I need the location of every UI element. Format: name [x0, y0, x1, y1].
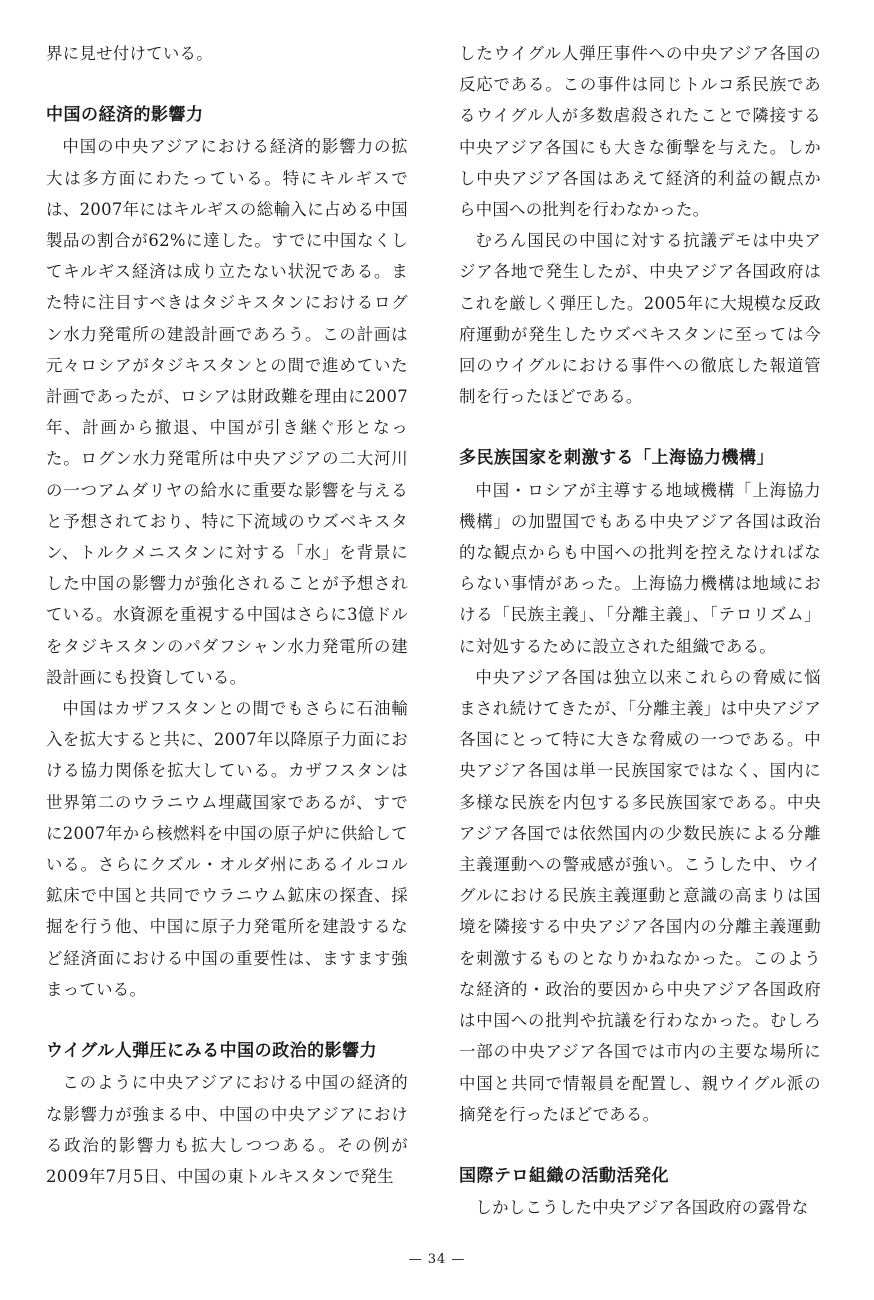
section-heading-economic-influence: 中国の経済的影響力	[46, 105, 204, 126]
section-heading-uyghur-political-influence: ウイグル人弾圧にみる中国の政治的影響力	[46, 1041, 378, 1062]
page-number: — 34 —	[408, 1252, 466, 1267]
left-column	[46, 38, 408, 1192]
paragraph-continuation: 界に見せ付けている。	[46, 44, 213, 63]
paragraph-continuation: したウイグル人弾圧事件への中央アジア各国の反応である。この事件は同じトルコ系民族であるウイグル人が多数虐殺されたことで隣接する中央アジア各国にも大きな衝撃を与えた。しかし中央アジア各国はあえて経済的利益の観点から中国への批判を行わなかった。	[459, 44, 821, 220]
paragraph: 中央アジア各国は独立以来これらの脅威に悩まされ続けてきたが、「分離主義」は中央アジア各国にとって特に大きな脅威の一つである。中央アジア各国は単一民族国家ではなく、国内に多様な民族を内包する多民族国家である。中央アジア各国では依然国内の少数民族による分離主義運動への警戒感が強い。こうした中、ウイグルにおける民族主義運動と意識の高まりは国境を隣接する中央アジア各国内の分離主義運動を刺激するものとなりかねなかった。このような経済的・政治的要因から中央アジア各国政府は中国への批判や抗議を行わなかった。むしろ一部の中央アジア各国では市内の主要な場所に中国と共同で情報員を配置し、親ウイグル派の摘発を行ったほどである。	[459, 667, 821, 1124]
paragraph: 中国の中央アジアにおける経済的影響力の拡大は多方面にわたっている。特にキルギスでは、2007年にはキルギスの総輸入に占める中国製品の割合が62%に達した。すでに中国なくしてキルギス経済は成り立たない状況である。また特に注目すべきはタジキスタンにおけるログン水力発電所の建設計画であろう。この計画は元々ロシアがタジキスタンとの間で進めていた計画であったが、ロシアは財政難を理由に2007年、計画から撤退、中国が引き継ぐ形となった。ログン水力発電所は中央アジアの二大河川の一つアムダリヤの給水に重要な影響を与えると予想されており、特に下流域のウズベキスタン、トルクメニスタンに対する「水」を背景にした中国の影響力が強化されることが予想されている。水資源を重視する中国はさらに3億ドルをタジキスタンのパダフシャン水力発電所の建設計画にも投資している。	[46, 137, 408, 687]
right-column	[459, 38, 821, 1223]
paragraph: しかしこうした中央アジア各国政府の露骨な	[475, 1198, 809, 1218]
paragraph: 中国はカザフスタンとの間でもさらに石油輸入を拡大すると共に、2007年以降原子力面における協力関係を拡大している。カザフスタンは世界第二のウラニウム埋蔵国家であるが、すでに2007年から核燃料を中国の原子炉に供給している。さらにクズル・オルダ州にあるイルコル鉱床で中国と共同でウラニウム鉱床の探査、採掘を行う他、中国に原子力発電所を建設するなど経済面における中国の重要性は、ますます強まっている。	[46, 699, 408, 999]
section-heading-sco: 多民族国家を刺激する「上海協力機構」	[459, 448, 774, 469]
paragraph: 中国・ロシアが主導する地域機構「上海協力機構」の加盟国でもある中央アジア各国は政治的な観点からも中国への批判を控えなければならない事情があった。上海協力機構は地域における「民族主義」、「分離主義」、「テロリズム」に対処するために設立された組織である。	[459, 480, 821, 656]
section-heading-terror-organizations: 国際テロ組織の活動活発化	[459, 1165, 669, 1186]
paragraph: このように中央アジアにおける中国の経済的な影響力が強まる中、中国の中央アジアにおける政治的影響力も拡大しつつある。その例が2009年7月5日、中国の東トルキスタンで発生	[46, 1073, 408, 1186]
paragraph: むろん国民の中国に対する抗議デモは中央アジア各地で発生したが、中央アジア各国政府はこれを厳しく弾圧した。2005年に大規模な反政府運動が発生したウズベキスタンに至っては今回のウイグルにおける事件への徹底した報道管制を行ったほどである。	[459, 231, 821, 407]
